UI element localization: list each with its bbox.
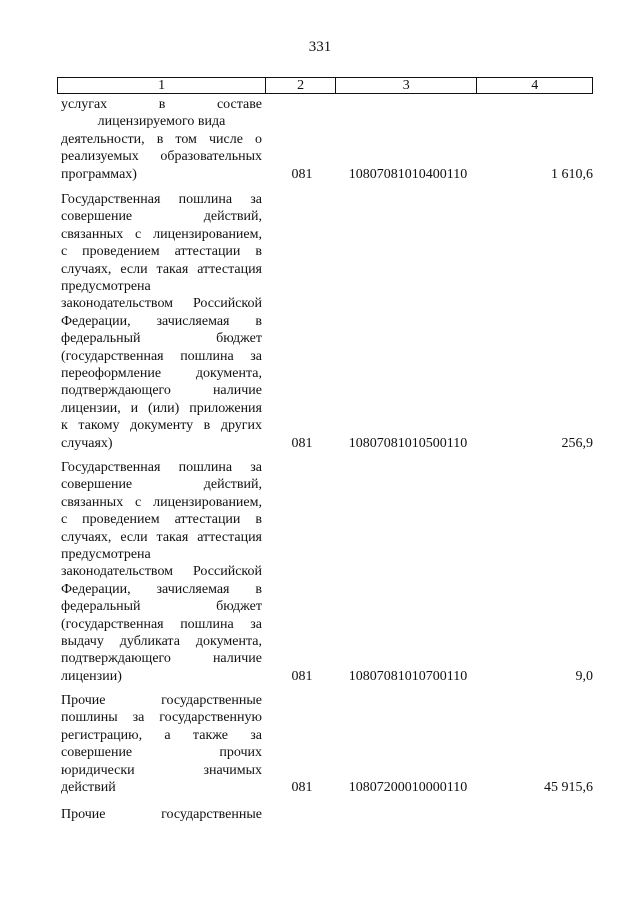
description-line: Федерации, зачисляемая в: [61, 581, 262, 597]
amount: 45 915,6: [544, 780, 593, 795]
chapter-code: 081: [291, 780, 313, 795]
description-line: регистрацию, а также за: [61, 727, 262, 743]
description-line: Государственная пошлина за: [61, 192, 262, 207]
kbk-code: 10807200010000110: [348, 780, 468, 795]
chapter-code: 081: [291, 435, 313, 451]
column-header-4: 4: [531, 78, 539, 93]
description-line: совершение прочих: [61, 745, 262, 761]
description-line: совершение действий,: [61, 209, 262, 225]
column-header-1: 1: [58, 78, 266, 93]
description-line: (государственная пошлина за: [61, 348, 262, 364]
kbk-code: 10807081010700110: [348, 668, 468, 684]
description-line: связанных с лицензированием,: [61, 226, 262, 242]
chapter-code: 081: [291, 668, 313, 684]
description-line: федеральный бюджет: [61, 331, 262, 347]
description-line: предусмотрена: [61, 547, 151, 563]
description-line: реализуемых образовательных: [61, 149, 262, 165]
description-line: с проведением аттестации в: [61, 512, 262, 528]
description-line: пошлины за государственную: [61, 710, 262, 726]
description-line: программах): [61, 166, 137, 182]
description-line: случаях): [61, 435, 113, 451]
table-header: [57, 77, 593, 94]
description-line: действий: [61, 780, 116, 796]
description-line: подтверждающего наличие: [61, 651, 262, 667]
description-line: переоформление документа,: [61, 366, 262, 382]
description-line: подтверждающего наличие: [61, 383, 262, 399]
column-header-2: 2: [266, 78, 336, 93]
description-line: предусмотрена: [61, 279, 151, 295]
description-line: Прочие государственные: [61, 693, 262, 708]
description-line: к такому документу в других: [61, 418, 262, 434]
description-line: юридически значимых: [61, 762, 262, 778]
chapter-code: 081: [291, 166, 313, 182]
description-line: лицензируемого вида: [97, 114, 226, 130]
row-description: [61, 692, 262, 796]
description-line: случаях, если такая аттестация: [61, 261, 262, 277]
page-number: 331: [308, 39, 332, 55]
amount: 256,9: [561, 435, 593, 451]
description-line: лицензии): [61, 668, 122, 684]
description-line: связанных с лицензированием,: [61, 494, 262, 510]
description-line: Государственная пошлина за: [61, 460, 262, 475]
description-line: законодательством Российской: [61, 564, 262, 580]
description-line: лицензии, и (или) приложения: [61, 400, 262, 416]
row-description: [61, 191, 262, 452]
description-line: случаях, если такая аттестация: [61, 529, 262, 545]
amount: 9,0: [575, 668, 593, 684]
description-line: Прочие государственные: [61, 807, 262, 822]
description-line: услугах в составе: [61, 97, 262, 112]
description-line: совершение действий,: [61, 477, 262, 493]
description-line: с проведением аттестации в: [61, 244, 262, 260]
column-header-3: 3: [336, 78, 477, 93]
row-description: [61, 806, 262, 823]
row-description: [61, 96, 262, 183]
description-line: Федерации, зачисляемая в: [61, 313, 262, 329]
description-line: (государственная пошлина за: [61, 616, 262, 632]
description-line: законодательством Российской: [61, 296, 262, 312]
description-line: деятельности, в том числе о: [61, 131, 262, 147]
row-description: [61, 459, 262, 685]
description-line: федеральный бюджет: [61, 599, 262, 615]
description-line: выдачу дубликата документа,: [61, 634, 262, 650]
kbk-code: 10807081010500110: [348, 435, 468, 451]
kbk-code: 10807081010400110: [348, 166, 468, 182]
amount: 1 610,6: [551, 166, 593, 182]
